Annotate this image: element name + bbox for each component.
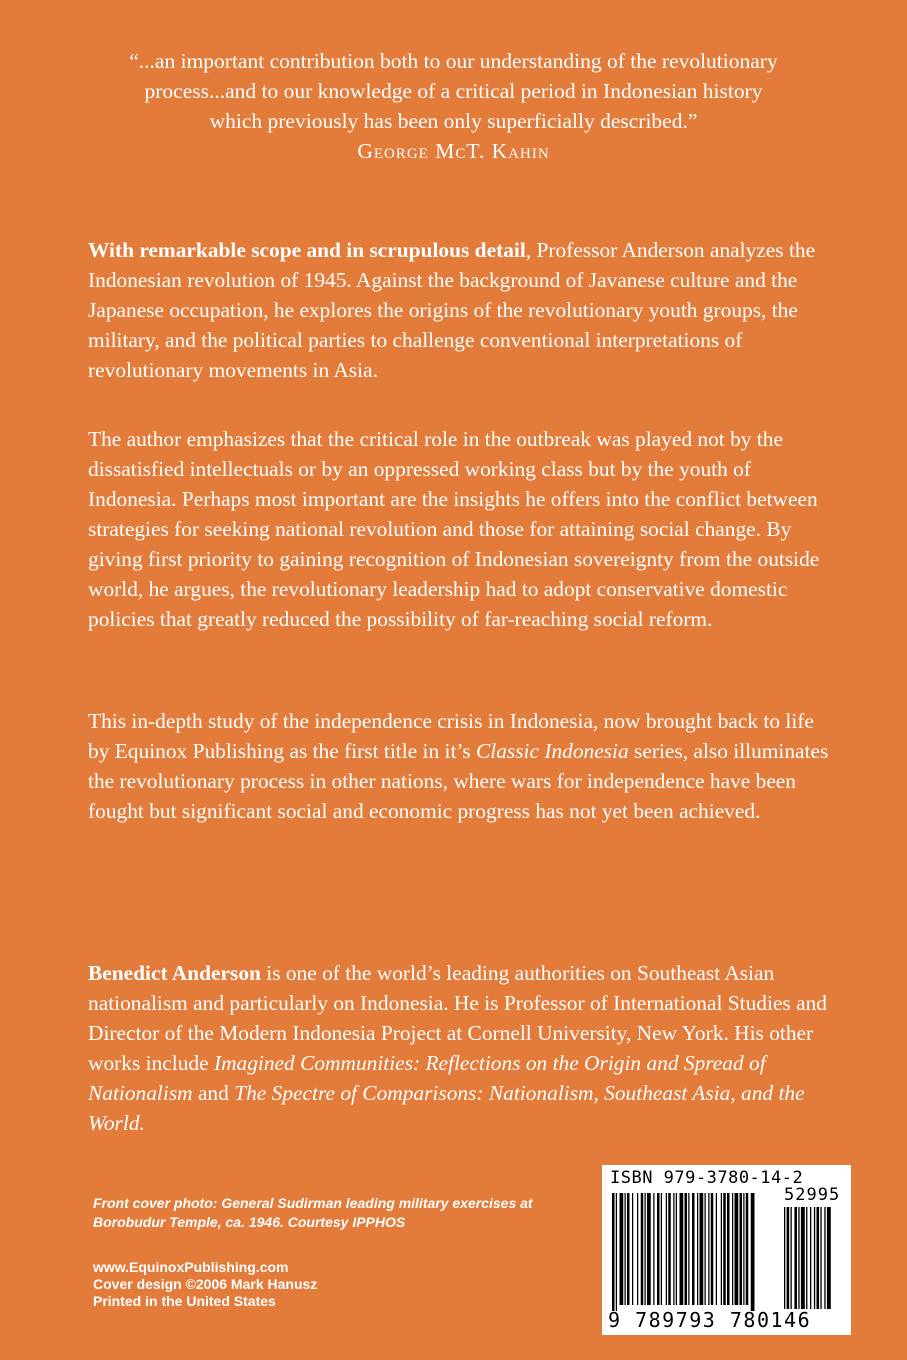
barcode-bar	[688, 1193, 689, 1305]
description-paragraph-2: The author emphasizes that the critical role in the outbreak was played not by the dissatisfied intellectuals or by an oppressed working class but by the youth of Indonesia. Perhaps most important are the insights he offers into the conflict between strategies for seeking national revolution and those for attaining social change. By giving first priority to gaining recognition of Indonesian sovereignty from the outside world, he argues, the revolutionary leadership had to adopt conservative domestic policies that greatly reduced the possibility of far-reaching social reform.	[88, 427, 820, 631]
description-paragraph-3	[88, 706, 840, 826]
barcode-addon-bar	[798, 1207, 799, 1309]
price-code: 52995	[784, 1185, 841, 1205]
barcode-bar	[727, 1193, 730, 1305]
barcode-bar	[666, 1193, 667, 1305]
barcode-bar	[616, 1193, 617, 1311]
barcode-bar	[685, 1193, 688, 1305]
barcode-bar	[721, 1193, 722, 1305]
barcode-addon-bar	[810, 1207, 811, 1309]
barcode-bar	[620, 1193, 624, 1305]
barcode-bar	[697, 1193, 698, 1305]
barcode-bar	[723, 1193, 726, 1305]
author-name: Benedict Anderson	[88, 961, 261, 985]
barcode-bar	[751, 1193, 755, 1311]
imprint-block	[93, 1259, 513, 1310]
description-p1-rest: , Professor Anderson analyzes the Indonesian revolution of 1945. Against the background of Javanese culture and the Japanese occupation, he explores the origins of the revolutionary youth groups, the military, and the political parties to challenge conventional interpretations of revolutionary movements in Asia.	[88, 238, 816, 382]
barcode-addon-bar	[791, 1207, 792, 1309]
barcode-addon-bar	[787, 1207, 790, 1309]
description-p3-a: This in-depth study of the independence crisis in Indonesia, now brought back to life by Equinox Publishing as the first title in it’s	[88, 709, 814, 763]
barcode-bar	[673, 1193, 674, 1305]
barcode-bar	[612, 1193, 615, 1311]
description-lead: With remarkable scope and in scrupulous detail	[88, 238, 526, 262]
barcode-bar	[705, 1193, 706, 1305]
barcode-bar	[732, 1193, 733, 1305]
barcode-bar	[625, 1193, 626, 1305]
barcode-bar	[735, 1193, 739, 1305]
cover-design-credit: Cover design ©2006 Mark Hanusz	[93, 1276, 318, 1292]
barcode-digits: 9 789793 780146	[608, 1308, 812, 1332]
description-p3-b: series, also illuminates the revolutionary process in other nations, where wars for independence have been fought but significant social and economic progress has not yet been achieved.	[88, 739, 829, 823]
quote-line-3: which previously has been only superficially described.”	[209, 109, 698, 133]
cover-photo-credit: Front cover photo: General Sudirman leading military exercises at Borobudur Temple, ca. 1946. Courtesy IPPHOS	[93, 1195, 533, 1230]
isbn-number: ISBN 979-3780-14-2	[610, 1168, 804, 1188]
barcode-bar	[711, 1193, 714, 1305]
barcode-bar	[627, 1193, 630, 1305]
bio-work-2: The Spectre of Comparisons: Nationalism, Southeast Asia, and the World.	[88, 1081, 805, 1135]
barcode-addon-bar	[814, 1207, 815, 1309]
barcode-bar	[632, 1193, 633, 1305]
quote-line-2: process...and to our knowledge of a critical period in Indonesian history	[144, 79, 763, 103]
bio-text-a: is one of the world’s leading authorities on Southeast Asian nationalism and particularly on Indonesia. He is Professor of International Studies and Director of the Modern Indonesia Project at Cornell University, New York. His other works include	[88, 961, 827, 1075]
barcode-bar	[746, 1193, 749, 1305]
author-bio	[88, 958, 840, 1138]
barcode-addon-bar	[817, 1207, 820, 1309]
barcode-bar	[641, 1193, 644, 1305]
barcode-addon-bar	[784, 1207, 785, 1309]
barcode-bar	[680, 1193, 684, 1305]
endorsement-quote	[50, 46, 857, 166]
barcode-bar	[743, 1193, 744, 1305]
quote-attribution: George McT. Kahin	[357, 139, 550, 163]
quote-line-1: “...an important contribution both to our understanding of the revolutionary	[129, 49, 778, 73]
series-title: Classic Indonesia	[476, 739, 629, 763]
barcode-bar	[700, 1193, 704, 1305]
isbn-barcode	[602, 1165, 851, 1335]
barcode-bar	[647, 1193, 651, 1305]
barcode-bar	[676, 1193, 677, 1305]
printed-location: Printed in the United States	[93, 1293, 276, 1309]
barcode-bar	[740, 1193, 743, 1305]
barcode-bar	[657, 1193, 660, 1305]
barcode-bar	[637, 1193, 638, 1305]
barcode-bar	[645, 1193, 646, 1305]
barcode-bar	[661, 1193, 662, 1305]
bio-work-1: Imagined Communities: Reflections on the Origin and Spread of Nationalism	[88, 1051, 766, 1105]
barcode-addon-bar	[801, 1207, 805, 1309]
barcode-addon-bar	[806, 1207, 807, 1309]
barcode-bar	[668, 1193, 671, 1305]
barcode-addon-bar	[824, 1207, 825, 1309]
barcode-addon-bar	[827, 1207, 831, 1309]
barcode-addon-bar	[794, 1207, 797, 1309]
bio-text-b: and	[192, 1081, 235, 1105]
barcode-bar	[653, 1193, 654, 1305]
publisher-website: www.EquinoxPublishing.com	[93, 1259, 289, 1275]
description-paragraph-1	[88, 235, 840, 385]
barcode-addon-bar	[820, 1207, 821, 1309]
barcode-bar	[708, 1193, 709, 1305]
barcode-bar	[692, 1193, 695, 1305]
barcode-bar	[716, 1193, 717, 1305]
